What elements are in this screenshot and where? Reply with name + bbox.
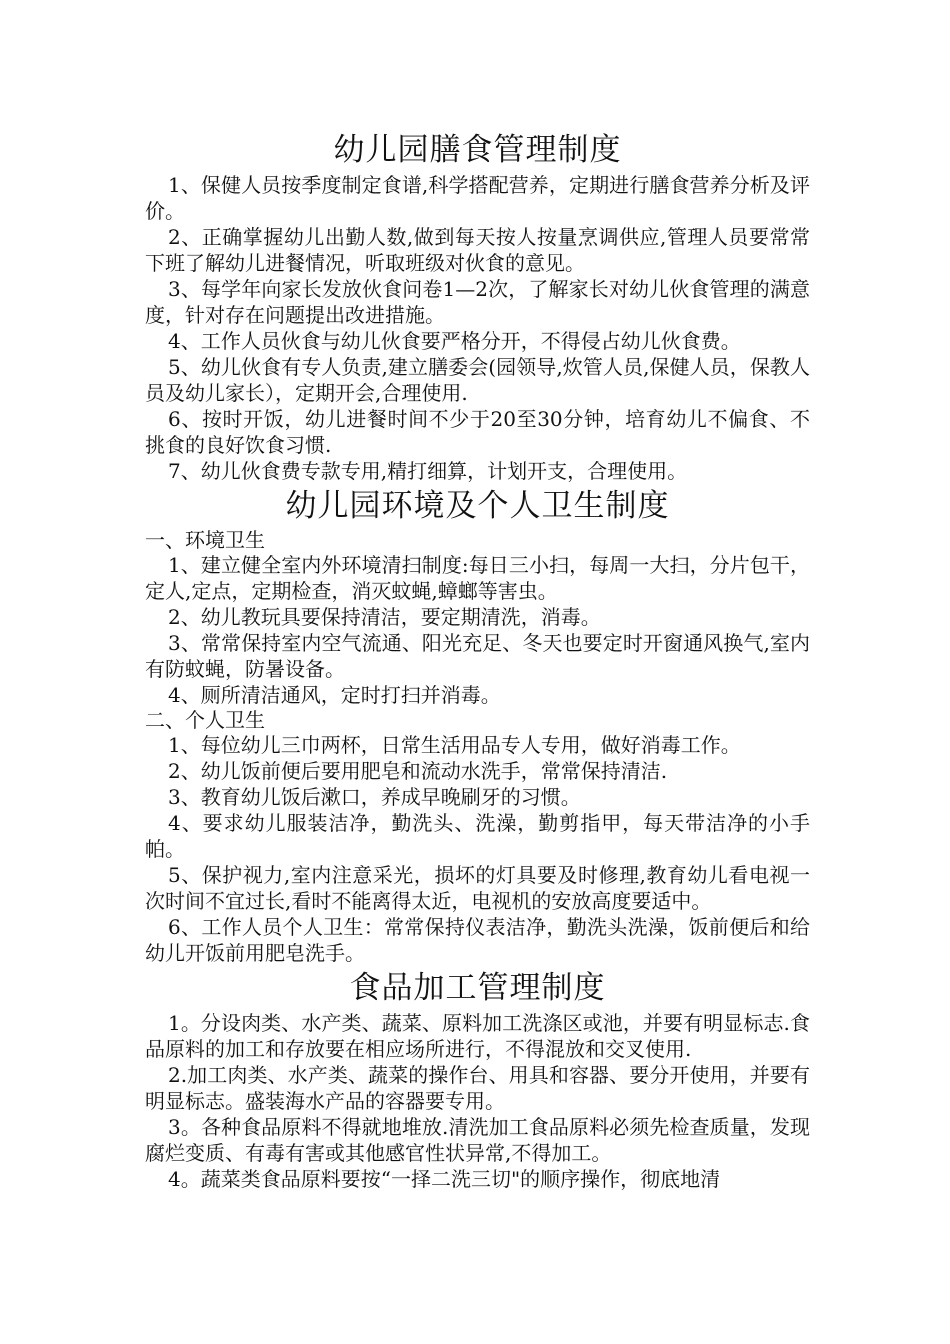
paragraph: 2、幼儿教玩具要保持清洁，要定期清洗，消毒。 — [168, 605, 601, 629]
subheading-personal: 二、个人卫生 — [145, 708, 265, 732]
paragraph: 4、厕所清洁通风，定时打扫并消毒。 — [168, 683, 501, 707]
section-title-diet-management: 幼儿园膳食管理制度 — [333, 132, 622, 168]
paragraph: 2.加工肉类、水产类、蔬菜的操作台、用具和容器、要分开使用，并要有明显标志。盛装海水产品的容器要专用。 — [145, 1063, 810, 1113]
paragraph: 3。各种食品原料不得就地堆放.清洗加工食品原料必须先检查质量，发现腐烂变质、有毒有害或其他感官性状异常,不得加工。 — [145, 1115, 810, 1165]
paragraph: 2、幼儿饭前便后要用肥皂和流动水洗手，常常保持清洁. — [168, 759, 668, 783]
paragraph: 1、建立健全室内外环境清扫制度:每日三小扫，每周一大扫，分片包干，定人,定点，定期检查，消灭蚊蝇,蟑螂等害虫。 — [145, 553, 810, 603]
section-title-food-processing: 食品加工管理制度 — [349, 970, 606, 1006]
paragraph: 3、教育幼儿饭后漱口，养成早晚刷牙的习惯。 — [168, 785, 581, 809]
paragraph: 6、工作人员个人卫生：常常保持仪表洁净，勤洗头洗澡，饭前便后和给幼儿开饭前用肥皂洗手。 — [145, 915, 810, 965]
paragraph: 5、幼儿伙食有专人负责,建立膳委会(园领导,炊管人员,保健人员，保教人员及幼儿家长），定期开会,合理使用. — [145, 355, 810, 405]
paragraph: 4、要求幼儿服装洁净，勤洗头、洗澡，勤剪指甲，每天带洁净的小手帕。 — [145, 811, 810, 861]
paragraph: 4。蔬菜类食品原料要按“一择二洗三切"的顺序操作，彻底地清 — [168, 1167, 721, 1191]
paragraph: 7、幼儿伙食费专款专用,精打细算，计划开支，合理使用。 — [168, 459, 688, 483]
paragraph: 3、常常保持室内空气流通、阳光充足、冬天也要定时开窗通风换气,室内有防蚊蝇，防暑设备。 — [145, 631, 810, 681]
paragraph: 6、按时开饭，幼儿进餐时间不少于20至30分钟，培育幼儿不偏食、不挑食的良好饮食习惯. — [145, 407, 810, 457]
paragraph: 5、保护视力,室内注意采光，损坏的灯具要及时修理,教育幼儿看电视一次时间不宜过长,看时不能离得太近，电视机的安放高度要适中。 — [145, 863, 810, 913]
paragraph: 4、工作人员伙食与幼儿伙食要严格分开，不得侵占幼儿伙食费。 — [168, 329, 741, 353]
paragraph: 1、每位幼儿三巾两杯，日常生活用品专人专用，做好消毒工作。 — [168, 733, 741, 757]
paragraph: 2、正确掌握幼儿出勤人数,做到每天按人按量烹调供应,管理人员要常常下班了解幼儿进餐情况，听取班级对伙食的意见。 — [145, 225, 810, 275]
document-page — [145, 128, 810, 1192]
section-title-hygiene: 幼儿园环境及个人卫生制度 — [285, 488, 670, 524]
paragraph: 3、每学年向家长发放伙食问卷1—2次，了解家长对幼儿伙食管理的满意度，针对存在问题提出改进措施。 — [145, 277, 810, 327]
subheading-environment: 一、环境卫生 — [145, 528, 265, 552]
paragraph: 1。分设肉类、水产类、蔬菜、原料加工洗涤区或池，并要有明显标志.食品原料的加工和存放要在相应场所进行，不得混放和交叉使用. — [145, 1011, 810, 1061]
paragraph: 1、保健人员按季度制定食谱,科学搭配营养，定期进行膳食营养分析及评价。 — [145, 173, 810, 223]
